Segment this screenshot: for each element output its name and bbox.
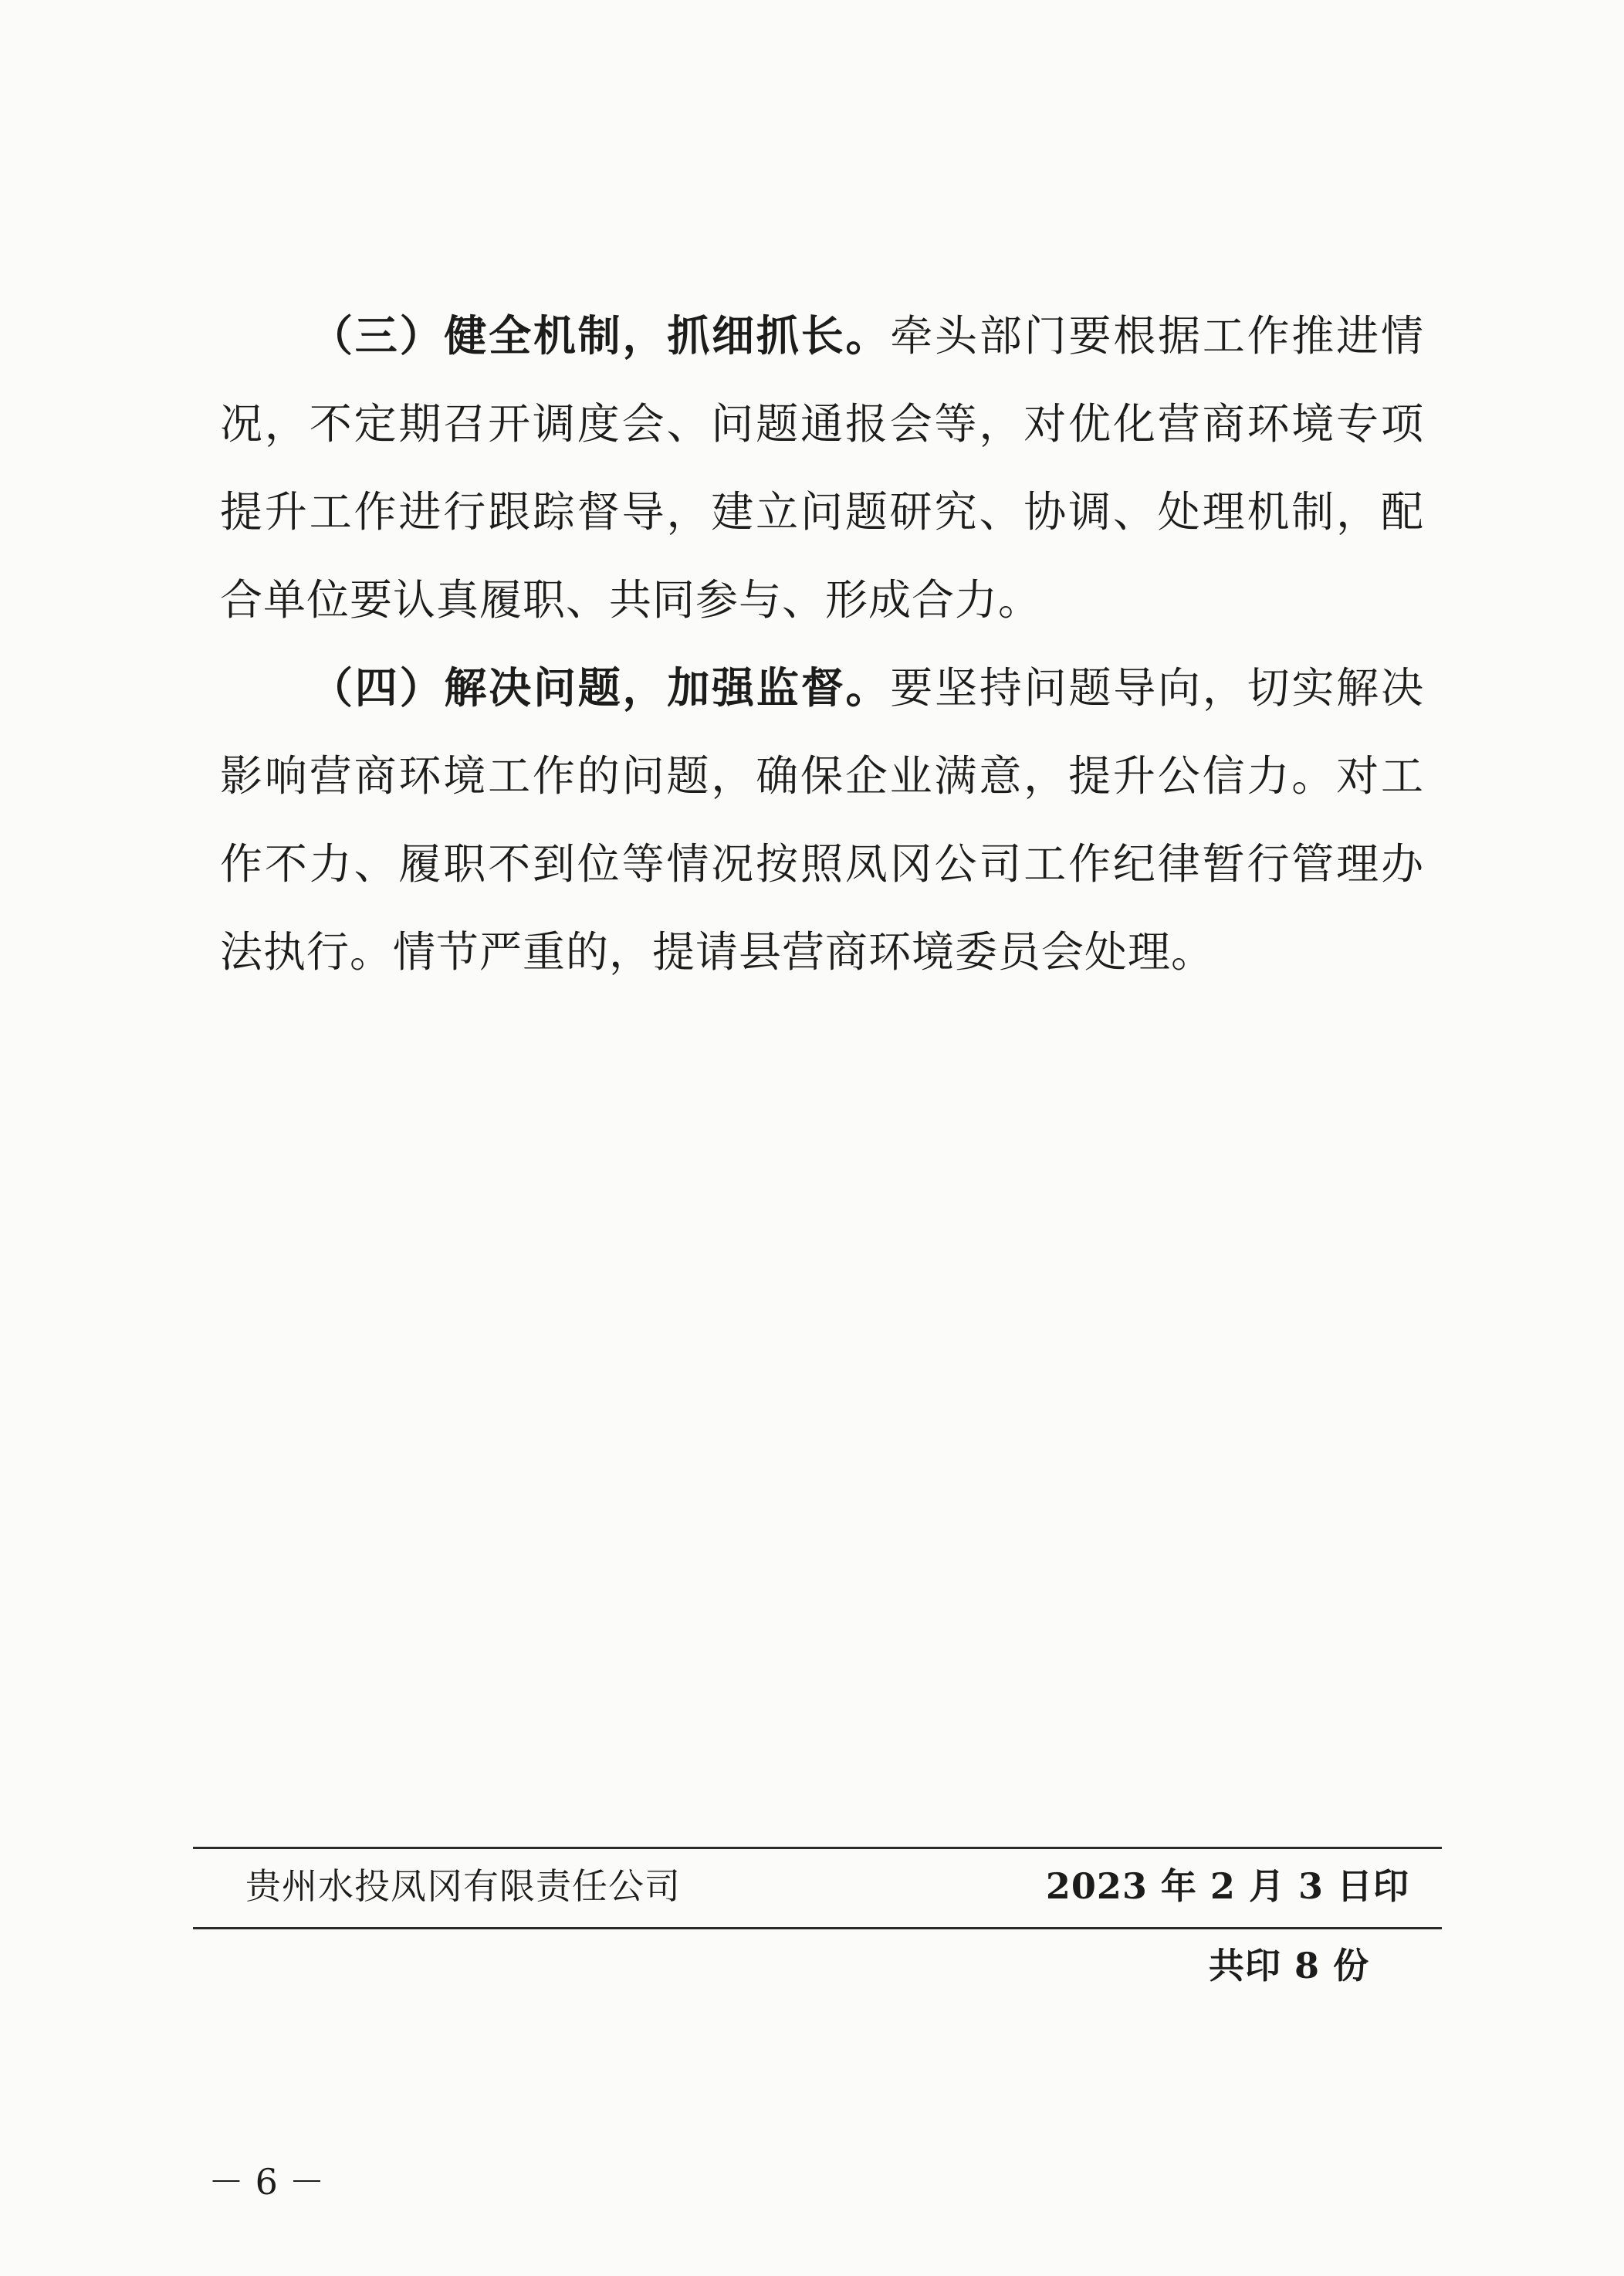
document-body bbox=[220, 292, 1424, 996]
page-number: － 6 － bbox=[208, 2161, 325, 2203]
paragraph-three-heading: （三）健全机制，抓细抓长。 bbox=[310, 310, 891, 361]
issuer-name: 贵州水投凤冈有限责任公司 bbox=[245, 1865, 681, 1907]
footer-bottom-rule bbox=[193, 1927, 1442, 1929]
footer-top-rule bbox=[193, 1847, 1442, 1849]
paragraph-three bbox=[220, 292, 1424, 644]
paragraph-four-heading: （四）解决问题，加强监督。 bbox=[310, 662, 891, 713]
print-date: 2023 年 2 月 3 日印 bbox=[1045, 1865, 1409, 1907]
print-copies: 共印 8 份 bbox=[1208, 1945, 1369, 1986]
paragraph-three-text: 牵头部门要根据工作推进情况，不定期召开调度会、问题通报会等，对优化营商环境专项提升工作进行跟踪督导，建立问题研究、协调、处理机制，配合单位要认真履职、共同参与、形成合力。 bbox=[220, 311, 1424, 625]
paragraph-four-text: 要坚持问题导向，切实解决影响营商环境工作的问题，确保企业满意，提升公信力。对工作不力、履职不到位等情况按照凤冈公司工作纪律暂行管理办法执行。情节严重的，提请县营商环境委员会处理。 bbox=[220, 663, 1424, 977]
paragraph-four bbox=[220, 644, 1424, 996]
